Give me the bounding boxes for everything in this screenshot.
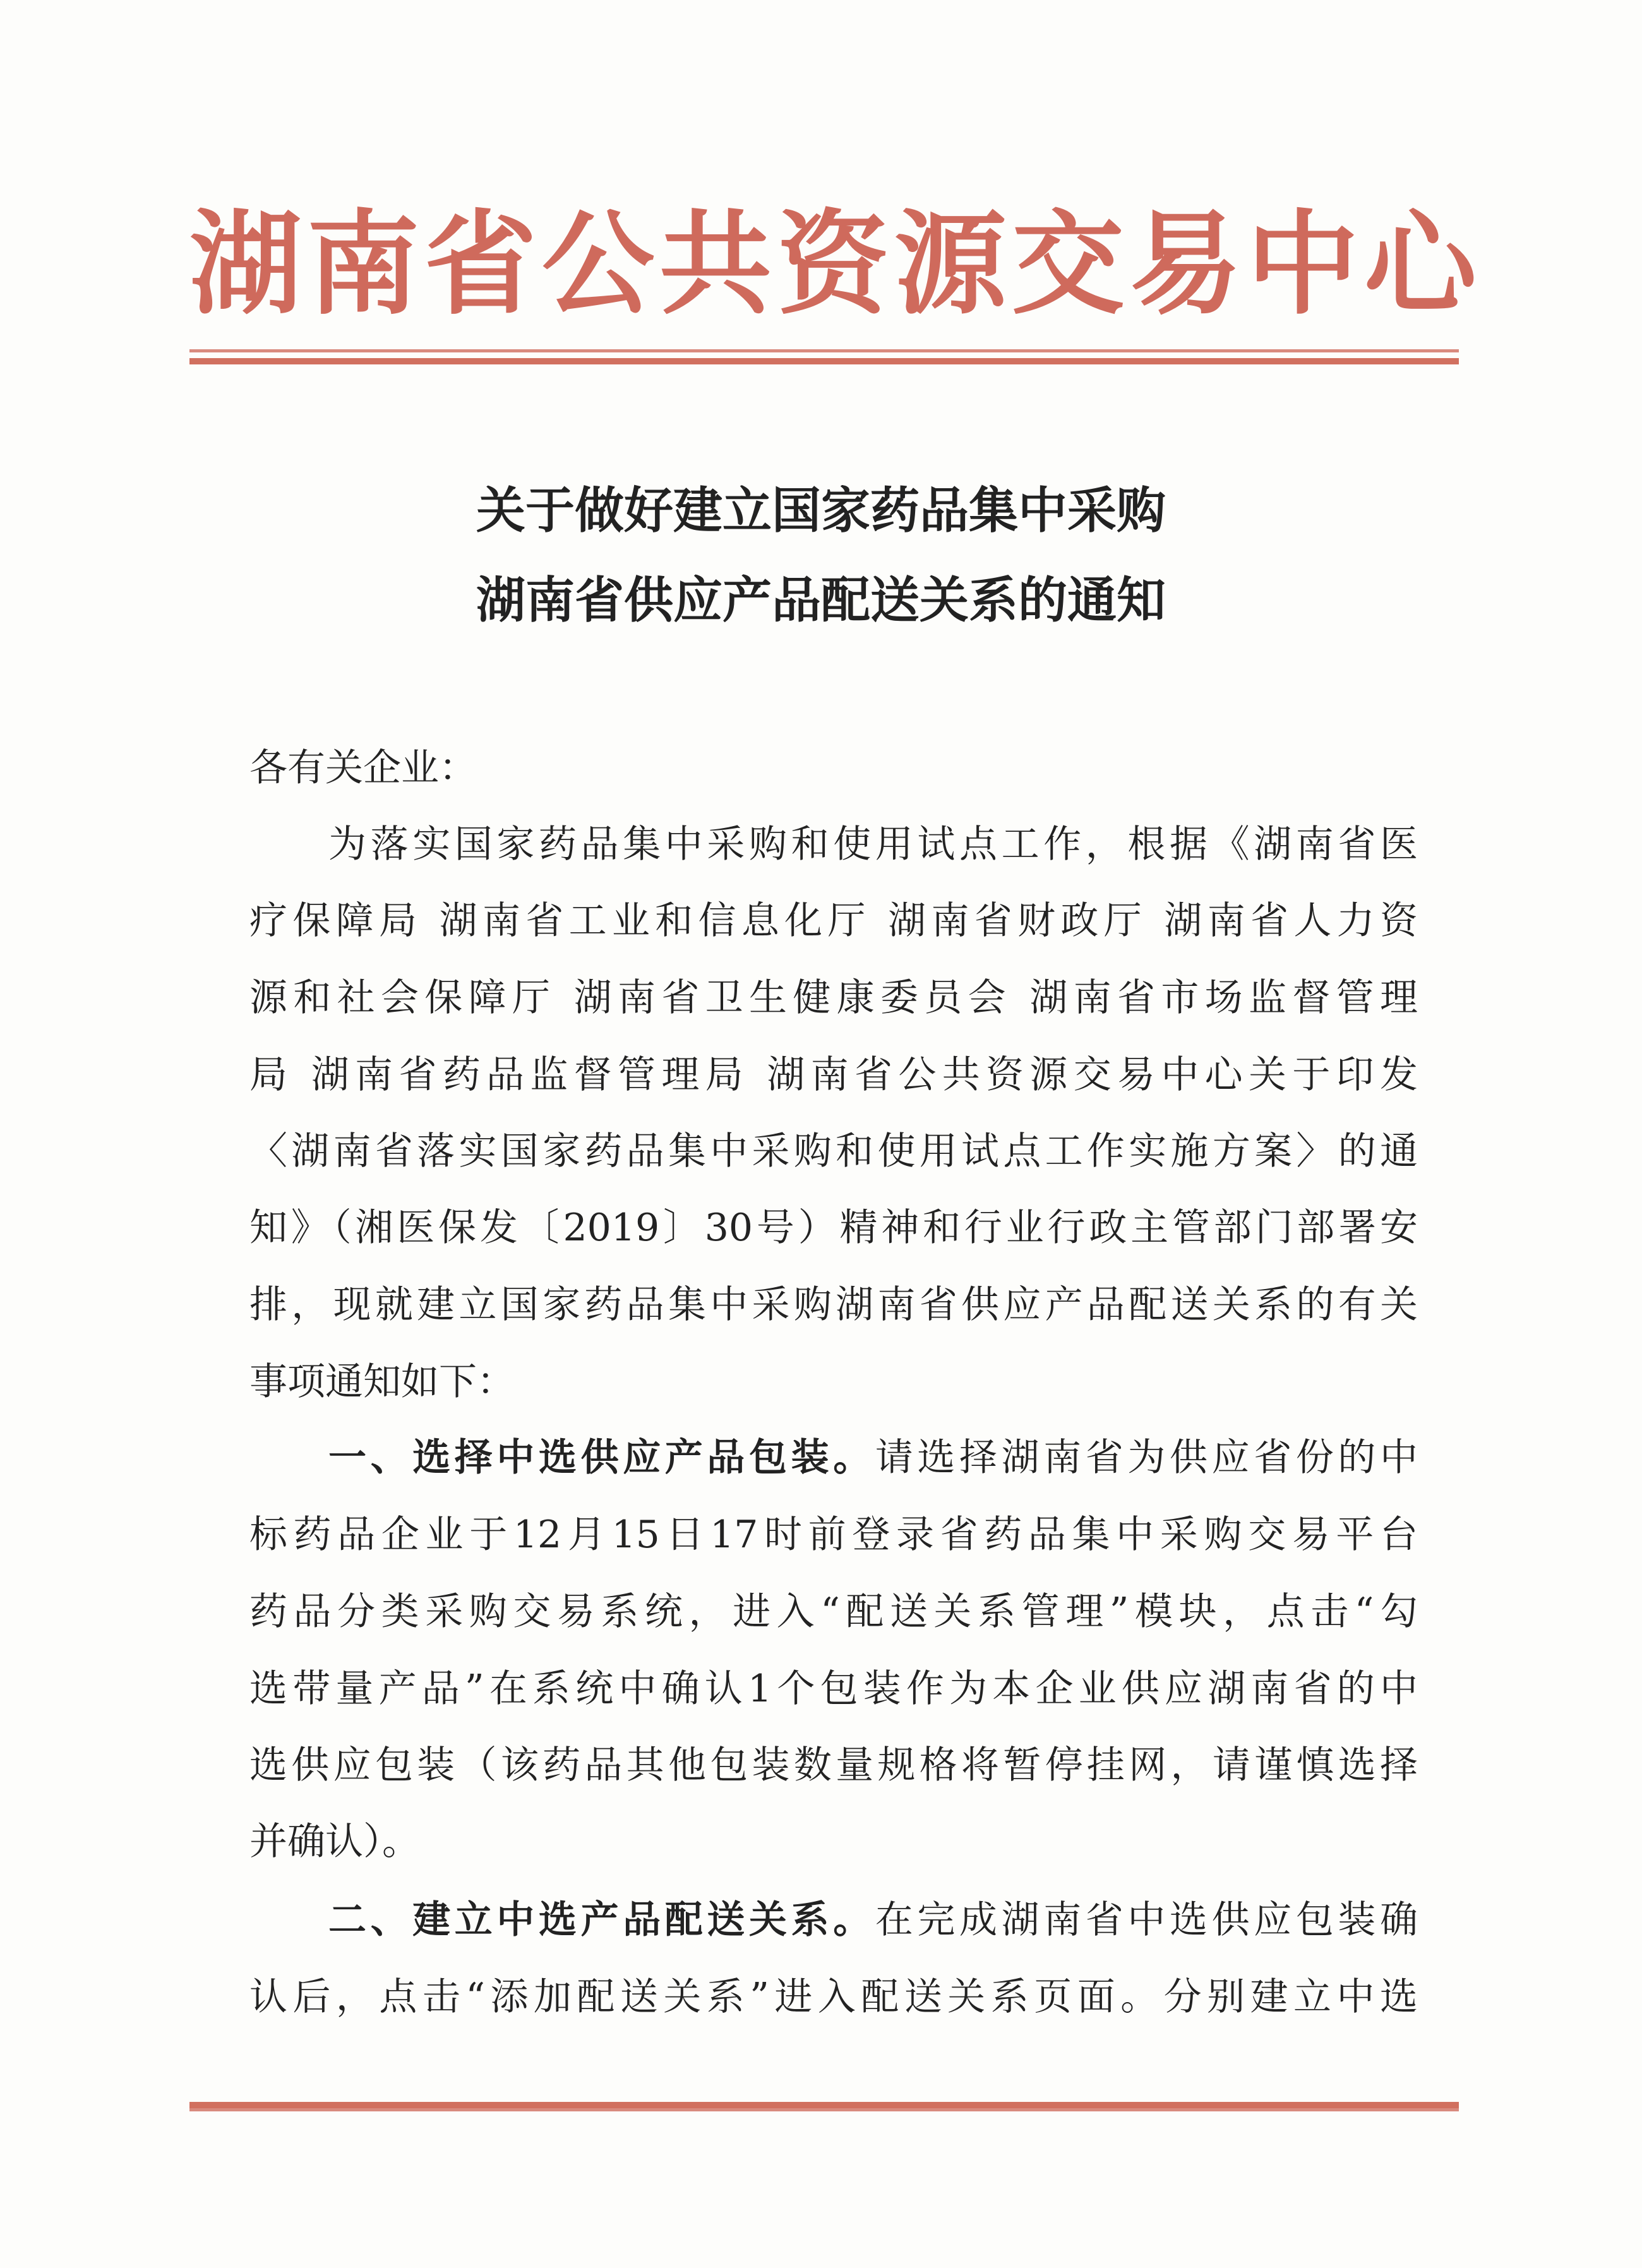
section1-line: 选供应包装（该药品其他包装数量规格将暂停挂网，请谨慎选择: [249, 1743, 1418, 1787]
section1-line: 选带量产品”在系统中确认1个包装作为本企业供应湖南省的中: [249, 1667, 1418, 1711]
masthead-org-name: 湖南省公共资源交易中心: [189, 199, 1482, 330]
intro-line: 为落实国家药品集中采购和使用试点工作，根据《湖南省医: [328, 822, 1418, 867]
document-title-line-2: 湖南省供应产品配送关系的通知: [476, 572, 1166, 629]
intro-line: 事项通知如下：: [249, 1360, 515, 1404]
section1-line: 并确认）。: [249, 1820, 420, 1864]
section1-line: 标药品企业于12月15日17时前登录省药品集中采购交易平台: [249, 1513, 1418, 1557]
intro-line: 局 湖南省药品监督管理局 湖南省公共资源交易中心关于印发: [249, 1053, 1418, 1097]
intro-line: 排，现就建立国家药品集中采购湖南省供应产品配送关系的有关: [249, 1283, 1418, 1327]
section2-first-line: [328, 1898, 1418, 1942]
section1-heading: 一、选择中选供应产品包装。: [328, 1436, 875, 1480]
intro-line: 源和社会保障厅 湖南省卫生健康委员会 湖南省市场监督管理: [249, 976, 1418, 1020]
section2-heading: 二、建立中选产品配送关系。: [328, 1898, 875, 1942]
section2-first-line-text: 在完成湖南省中选供应包装确: [875, 1898, 1418, 1942]
section1-first-line: [328, 1436, 1418, 1480]
section1-line: 药品分类采购交易系统，进入“配送关系管理”模块，点击“勾: [249, 1590, 1418, 1634]
masthead-divider: [189, 349, 1459, 364]
document-title-line-1: 关于做好建立国家药品集中采购: [476, 482, 1166, 539]
intro-line: 知》（湘医保发〔2019〕30号）精神和行业行政主管部门部署安: [249, 1206, 1418, 1250]
intro-line: 疗保障局 湖南省工业和信息化厅 湖南省财政厅 湖南省人力资: [249, 899, 1418, 943]
section2-line: 认后，点击“添加配送关系”进入配送关系页面。分别建立中选: [249, 1975, 1418, 2019]
section1-first-line-text: 请选择湖南省为供应省份的中: [875, 1436, 1418, 1480]
salutation: 各有关企业：: [249, 746, 477, 790]
intro-line: 〈湖南省落实国家药品集中采购和使用试点工作实施方案〉的通: [249, 1129, 1418, 1173]
footer-divider: [189, 2096, 1459, 2111]
